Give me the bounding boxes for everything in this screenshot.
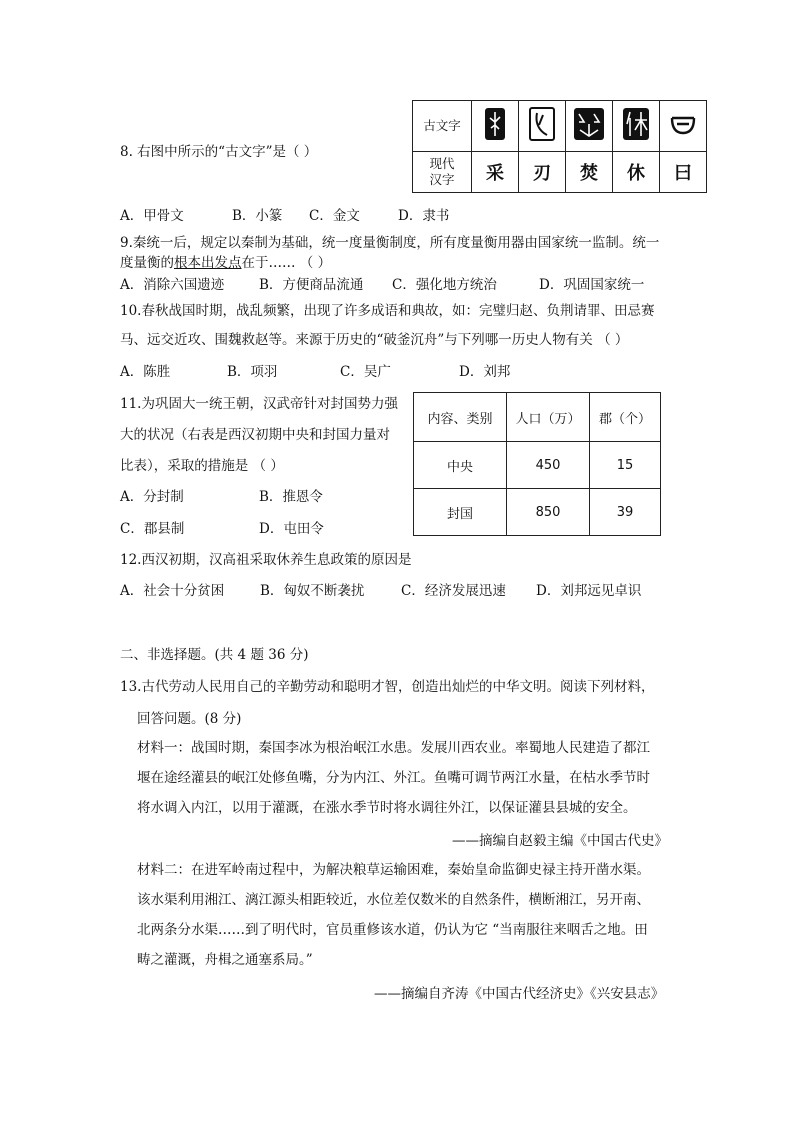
material-2-line: 材料二：在进军岭南过程中，为解决粮草运输困难，秦始皇命监御史禄主持开凿水渠。: [137, 862, 650, 878]
q11-option-d[interactable]: D．屯田令: [259, 521, 324, 537]
q10-stem-line2: 马、远交近攻、围魏救赵等。来源于历史的“破釜沉舟”与下列哪一历史人物有关 （ ）: [120, 332, 629, 348]
modern-char: 采: [472, 152, 519, 193]
q11-option-c[interactable]: C．郡县制: [120, 521, 185, 537]
q10-option-b[interactable]: B．项羽: [227, 364, 278, 380]
q12-option-d[interactable]: D．刘邦远见卓识: [536, 583, 642, 599]
table-cell: 中央: [414, 442, 507, 489]
q9-option-d[interactable]: D．巩固国家统一: [539, 277, 645, 293]
table-header-category: 内容、类别: [414, 393, 507, 442]
q9-text: 度量衡的: [120, 255, 174, 271]
q10-option-d[interactable]: D．刘邦: [459, 364, 511, 380]
q12-option-a[interactable]: A．社会十分贫困: [120, 583, 225, 599]
section-title: 二、非选择题。(共 4 题 36 分): [120, 647, 309, 663]
ancient-glyph-cai-icon: [485, 108, 505, 140]
q10-stem-line1: 10.春秋战国时期，战乱频繁，出现了许多成语和典故，如：完璧归赵、负荆请罪、田忌赛: [120, 303, 655, 319]
q12-option-c[interactable]: C．经济发展迅速: [401, 583, 506, 599]
table-cell: 450: [507, 442, 590, 489]
table-cell: 封国: [414, 489, 507, 536]
population-comparison-table: [413, 392, 661, 536]
q9-stem-line1: 9.秦统一后，规定以秦制为基础，统一度量衡制度，所有度量衡用器由国家统一监制。统一: [120, 235, 660, 251]
material-2-line: 北两条分水渠……到了明代时，官员重修该水道，仍认为它 “当南服往来咽舌之地。田: [137, 922, 648, 938]
table-header-commandery: 郡（个）: [590, 393, 661, 442]
q8-option-a[interactable]: A．甲骨文: [120, 208, 184, 224]
modern-char: 休: [613, 152, 660, 193]
table-row: [414, 489, 661, 536]
material-2-line: 该水渠利用湘江、漓江源头相距较近，水位差仅数米的自然条件，横断湘江，另开南、: [137, 892, 650, 908]
q8-option-d[interactable]: D．隶书: [398, 208, 450, 224]
material-1-line: 材料一：战国时期，秦国李冰为根治岷江水患。发展川西农业。率蜀地人民建造了都江: [137, 740, 650, 756]
q9-stem-line2: [120, 253, 331, 273]
q9-text-tail: 在于…… （ ）: [241, 255, 332, 271]
table-row: [414, 442, 661, 489]
glyph-table-header-ancient: 古文字: [413, 101, 472, 152]
material-2-source: ——摘编自齐涛《中国古代经济史》《兴安县志》: [374, 986, 665, 1002]
q8-stem: 8. 右图中所示的“古文字”是（ ）: [120, 144, 318, 160]
q11-stem-line3: 比表），采取的措施是 （ ）: [120, 458, 284, 474]
modern-char: 焚: [566, 152, 613, 193]
q9-option-c[interactable]: C．强化地方统治: [392, 277, 497, 293]
q11-option-a[interactable]: A．分封制: [120, 489, 184, 505]
q12-stem: 12.西汉初期，汉高祖采取休养生息政策的原因是: [120, 552, 412, 568]
material-1-line: 将水调入内江，以用于灌溉，在涨水季节时将水调往外江，以保证灌县县城的安全。: [137, 800, 637, 816]
material-1-line: 堰在途经灌县的岷江处修鱼嘴，分为内江、外江。鱼嘴可调节两江水量，在枯水季节时: [137, 770, 650, 786]
q9-option-b[interactable]: B．方便商品流通: [259, 277, 364, 293]
ancient-glyph-table: [412, 100, 707, 193]
q13-stem-line1: 13.古代劳动人民用自己的辛勤劳动和聪明才智，创造出灿烂的中华文明。阅读下列材料，: [120, 679, 655, 695]
modern-char: 刃: [519, 152, 566, 193]
material-2-line: 畴之灌溉，舟楫之通塞系局。”: [137, 952, 313, 968]
modern-char: 曰: [660, 152, 707, 193]
ancient-glyph-yue-icon: [669, 112, 697, 136]
q11-stem-line1: 11.为巩固大一统王朝，汉武帝针对封国势力强: [120, 396, 398, 412]
q9-underlined-text: 根本出发点: [174, 255, 242, 271]
q13-stem-line2: 回答问题。(8 分): [137, 711, 242, 727]
q9-option-a[interactable]: A．消除六国遗迹: [120, 277, 225, 293]
q10-option-c[interactable]: C．吴广: [340, 364, 391, 380]
q8-option-c[interactable]: C．金文: [309, 208, 360, 224]
q8-option-b[interactable]: B．小篆: [232, 208, 283, 224]
glyph-table-header-modern: [413, 152, 472, 193]
ancient-glyph-fen-icon: [574, 108, 604, 140]
header-line-1: 现代: [429, 156, 455, 171]
table-cell: 15: [590, 442, 661, 489]
header-line-2: 汉字: [429, 172, 455, 187]
q11-option-b[interactable]: B．推恩令: [259, 489, 323, 505]
q11-stem-line2: 大的状况（右表是西汉初期中央和封国力量对: [120, 427, 390, 443]
table-cell: 850: [507, 489, 590, 536]
q10-option-a[interactable]: A．陈胜: [120, 364, 171, 380]
table-header-population: 人口（万）: [507, 393, 590, 442]
material-1-source: ——摘编自赵毅主编《中国古代史》: [452, 833, 668, 849]
table-cell: 39: [590, 489, 661, 536]
ancient-glyph-xiu-icon: [623, 108, 649, 140]
ancient-glyph-ren-icon: [529, 107, 555, 141]
q12-option-b[interactable]: B．匈奴不断袭扰: [260, 583, 365, 599]
